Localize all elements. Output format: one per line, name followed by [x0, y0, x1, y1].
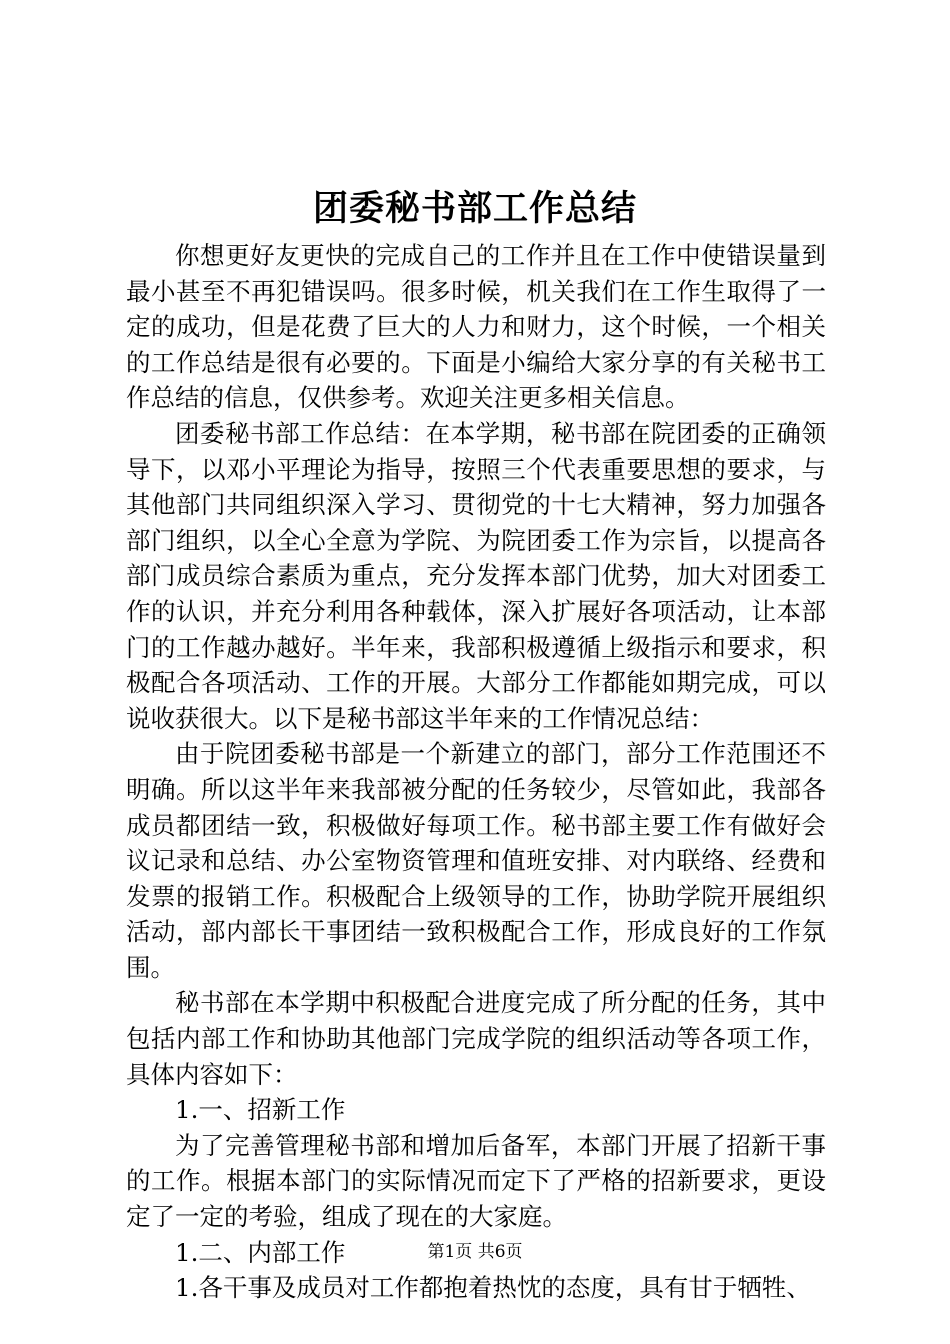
paragraph-tasks: 秘书部在本学期中积极配合进度完成了所分配的任务，其中包括内部工作和协助其他部门完成学院的组织活动等各项工作，具体内容如下： — [126, 988, 826, 1089]
document-body — [126, 238, 826, 1306]
paragraph-summary: 团委秘书部工作总结：在本学期，秘书部在院团委的正确领导下，以邓小平理论为指导，按照三个代表重要思想的要求，与其他部门共同组织深入学习、贯彻党的十七大精神，努力加强各部门组织，以全心全意为学院、为院团委工作为宗旨，以提高各部门成员综合素质为重点，充分发挥本部门优势，加大对团委工作的认识，并充分利用各种载体，深入扩展好各项活动，让本部门的工作越办越好。半年来，我部积极遵循上级指示和要求，积极配合各项活动、工作的开展。大部分工作都能如期完成，可以说收获很大。以下是秘书部这半年来的工作情况总结： — [126, 418, 826, 733]
paragraph-department: 由于院团委秘书部是一个新建立的部门，部分工作范围还不明确。所以这半年来我部被分配的任务较少，尽管如此，我部各成员都团结一致，积极做好每项工作。秘书部主要工作有做好会议记录和总结、办公室物资管理和值班安排、对内联络、经费和发票的报销工作。积极配合上级领导的工作，协助学院开展组织活动，部内部长干事团结一致积极配合工作，形成良好的工作氛围。 — [126, 739, 826, 982]
section-heading-recruitment: 1.一、招新工作 — [175, 1095, 346, 1125]
paragraph-recruitment: 为了完善管理秘书部和增加后备军，本部门开展了招新干事的工作。根据本部门的实际情况而定下了严格的招新要求，更设定了一定的考验，组成了现在的大家庭。 — [126, 1130, 826, 1232]
paragraph-intro: 你想更好友更快的完成自己的工作并且在工作中使错误量到最小甚至不再犯错误吗。很多时候，机关我们在工作生取得了一定的成功，但是花费了巨大的人力和财力，这个时候，一个相关的工作总结是很有必要的。下面是小编给大家分享的有关秘书工作总结的信息，仅供参考。欢迎关注更多相关信息。 — [126, 241, 826, 413]
document-title: 团委秘书部工作总结 — [312, 188, 637, 229]
paragraph-internal: 1.各干事及成员对工作都抱着热忱的态度，具有甘于牺牲、 — [175, 1273, 811, 1303]
page-footer: 第1页 共6页 — [427, 1242, 523, 1262]
section-heading-internal: 1.二、内部工作 — [175, 1237, 346, 1267]
